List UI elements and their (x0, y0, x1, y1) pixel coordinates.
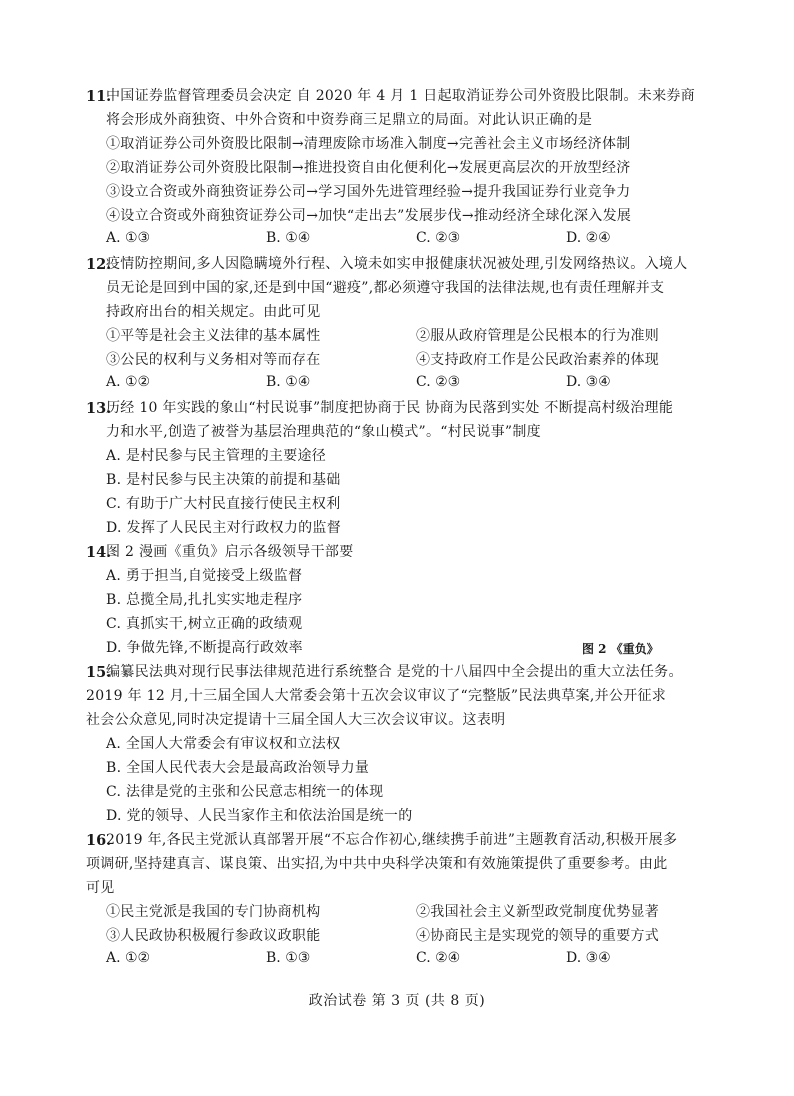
question-stem: 编纂民法典对现行民事法律规范进行系统整合 是党的十八届四中全会提出的重大立法任务。 (106, 664, 683, 680)
statement: ③人民政协积极履行参政议政职能 (106, 928, 321, 944)
choice-d: D. 发挥了人民民主对行政权力的监督 (106, 520, 342, 536)
question-stem: 历经 10 年实践的象山“村民说事”制度把协商于民 协商为民落到实处 不断提高村级治理能 (106, 400, 674, 416)
option-a: A. ①② (106, 374, 151, 390)
option-b: B. ①③ (266, 950, 311, 966)
question-stem: 可见 (86, 880, 115, 896)
choice-b: B. 是村民参与民主决策的前提和基础 (106, 472, 341, 488)
question-stem: 图 2 漫画《重负》启示各级领导干部要 (106, 544, 354, 560)
option-b: B. ①④ (266, 374, 311, 390)
statement: ②取消证券公司外资股比限制→推进投资自由化便利化→发展更高层次的开放型经济 (106, 160, 631, 176)
question-stem: 2019 年 12 月,十三届全国人大常委会第十五次会议审议了“完整版”民法典草案,并公开征求 (86, 688, 667, 704)
question-stem: 中国证券监督管理委员会决定 自 2020 年 4 月 1 日起取消证券公司外资股比限制。未来券商 (106, 88, 695, 104)
option-a: A. ①③ (106, 230, 151, 246)
choice-b: B. 全国人民代表大会是最高政治领导力量 (106, 760, 370, 776)
statement: ④设立合资或外商独资证券公司→加快“走出去”发展步伐→推动经济全球化深入发展 (106, 208, 632, 224)
choice-a: A. 勇于担当,自觉接受上级监督 (106, 568, 303, 584)
choice-a: A. 是村民参与民主管理的主要途径 (106, 448, 327, 464)
option-d: D. ③④ (566, 950, 611, 966)
statement: ①平等是社会主义法律的基本属性 (106, 328, 321, 344)
choice-d: D. 争做先锋,不断提高行政效率 (106, 640, 303, 656)
choice-c: C. 有助于广大村民直接行使民主权利 (106, 496, 341, 512)
question-stem: 持政府出台的相关规定。由此可见 (106, 304, 321, 320)
question-stem: 疫情防控期间,多人因隐瞒境外行程、入境未如实申报健康状况被处理,引发网络热议。入境人 (106, 256, 688, 272)
question-stem: 项调研,坚持建真言、谋良策、出实招,为中共中央科学决策和有效施策提供了重要参考。由此 (86, 856, 668, 872)
question-number: 14. (86, 544, 112, 561)
choice-b: B. 总揽全局,扎扎实实地走程序 (106, 592, 303, 608)
question-stem: 员无论是回到中国的家,还是到中国“避疫”,都必须遵守我国的法律法规,也有责任理解并支 (106, 280, 665, 296)
statement: ②我国社会主义新型政党制度优势显著 (416, 904, 660, 920)
question-number: 16. (86, 832, 112, 849)
question-stem: 将会形成外商独资、中外合资和中资券商三足鼎立的局面。对此认识正确的是 (106, 112, 593, 128)
choice-c: C. 法律是党的主张和公民意志相统一的体现 (106, 784, 384, 800)
question-stem: 力和水平,创造了被誉为基层治理典范的“象山模式”。“村民说事”制度 (106, 424, 541, 440)
question-number: 15. (86, 664, 112, 681)
choice-c: C. 真抓实干,树立正确的政绩观 (106, 616, 303, 632)
option-c: C. ②③ (416, 230, 461, 246)
figure-caption: 图 2 《重负》 (582, 642, 659, 656)
option-c: C. ②③ (416, 374, 461, 390)
statement: ①取消证券公司外资股比限制→清理废除市场准入制度→完善社会主义市场经济体制 (106, 136, 631, 152)
choice-a: A. 全国人大常委会有审议权和立法权 (106, 736, 341, 752)
question-number: 13. (86, 400, 112, 417)
statement: ④支持政府工作是公民政治素养的体现 (416, 352, 660, 368)
question-stem: 社会公众意见,同时决定提请十三届全国人大三次会议审议。这表明 (86, 712, 506, 728)
question-number: 11. (86, 88, 112, 105)
option-d: D. ②④ (566, 230, 611, 246)
statement: ④协商民主是实现党的领导的重要方式 (416, 928, 660, 944)
choice-d: D. 党的领导、人民当家作主和依法治国是统一的 (106, 808, 413, 824)
option-d: D. ③④ (566, 374, 611, 390)
option-b: B. ①④ (266, 230, 311, 246)
statement: ③公民的权利与义务相对等而存在 (106, 352, 321, 368)
page-footer: 政治试卷 第 3 页 (共 8 页) (308, 993, 486, 1009)
option-a: A. ①② (106, 950, 151, 966)
statement: ②服从政府管理是公民根本的行为准则 (416, 328, 660, 344)
question-number: 12. (86, 256, 112, 273)
option-c: C. ②④ (416, 950, 461, 966)
question-stem: 2019 年,各民主党派认真部署开展“不忘合作初心,继续携手前进”主题教育活动,积极开展多 (106, 832, 678, 848)
statement: ③设立合资或外商独资证券公司→学习国外先进管理经验→提升我国证券行业竞争力 (106, 184, 631, 200)
statement: ①民主党派是我国的专门协商机构 (106, 904, 321, 920)
